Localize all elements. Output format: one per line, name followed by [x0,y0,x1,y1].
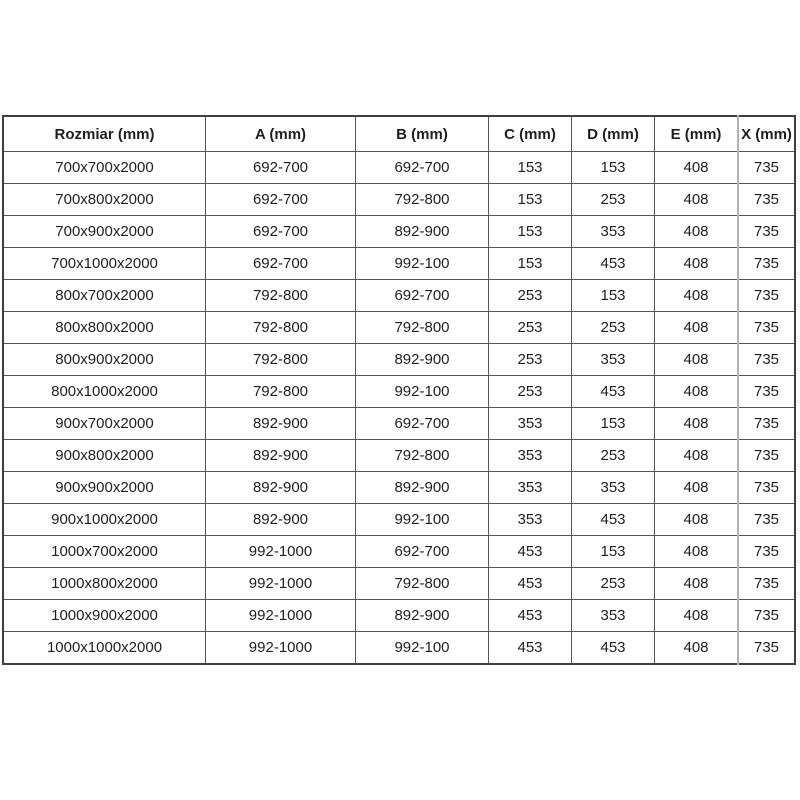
table-cell: 1000x700x2000 [3,536,206,568]
table-cell: 353 [572,344,655,376]
table-cell: 408 [655,344,739,376]
table-cell: 892-900 [206,472,356,504]
table-cell: 453 [572,376,655,408]
table-cell: 253 [489,280,572,312]
table-cell: 735 [738,216,795,248]
column-header: X (mm) [738,116,795,152]
table-row [3,216,795,248]
table-cell: 792-800 [356,312,489,344]
table-cell: 692-700 [206,216,356,248]
table-cell: 153 [489,248,572,280]
table-row [3,504,795,536]
table-row [3,632,795,665]
table-cell: 408 [655,216,739,248]
table-row [3,184,795,216]
table-cell: 1000x800x2000 [3,568,206,600]
table-cell: 792-800 [356,440,489,472]
table-cell: 153 [572,408,655,440]
table-cell: 992-100 [356,248,489,280]
table-cell: 735 [738,184,795,216]
table-cell: 692-700 [356,408,489,440]
table-cell: 153 [489,216,572,248]
table-cell: 792-800 [206,376,356,408]
table-cell: 453 [489,600,572,632]
table-cell: 408 [655,408,739,440]
table-cell: 735 [738,472,795,504]
table-cell: 892-900 [206,440,356,472]
table-row [3,536,795,568]
table-cell: 408 [655,152,739,184]
table-cell: 453 [489,568,572,600]
table-cell: 735 [738,536,795,568]
column-header: E (mm) [655,116,739,152]
size-spec-table [2,115,796,665]
table-cell: 253 [489,344,572,376]
column-header: B (mm) [356,116,489,152]
table-cell: 792-800 [206,344,356,376]
table-row [3,312,795,344]
table-row [3,344,795,376]
table-cell: 353 [572,472,655,504]
table-cell: 153 [489,152,572,184]
table-row [3,376,795,408]
table-cell: 892-900 [356,600,489,632]
table-cell: 692-700 [356,280,489,312]
table-cell: 992-1000 [206,632,356,665]
table-cell: 800x1000x2000 [3,376,206,408]
column-header: A (mm) [206,116,356,152]
table-cell: 900x700x2000 [3,408,206,440]
header-row [3,116,795,152]
table-cell: 153 [572,152,655,184]
table-cell: 735 [738,312,795,344]
table-cell: 353 [489,440,572,472]
table-cell: 700x800x2000 [3,184,206,216]
table-cell: 800x900x2000 [3,344,206,376]
table-cell: 353 [489,472,572,504]
table-cell: 153 [572,280,655,312]
table-cell: 453 [489,536,572,568]
table-row [3,600,795,632]
table-cell: 735 [738,504,795,536]
table-cell: 1000x1000x2000 [3,632,206,665]
table-cell: 792-800 [356,568,489,600]
table-cell: 453 [572,504,655,536]
table-cell: 253 [489,312,572,344]
table-cell: 800x700x2000 [3,280,206,312]
table-cell: 992-1000 [206,600,356,632]
table-cell: 153 [572,536,655,568]
table-cell: 353 [489,408,572,440]
table-body [3,152,795,665]
table-cell: 408 [655,280,739,312]
table-cell: 408 [655,632,739,665]
table-cell: 735 [738,280,795,312]
table-cell: 692-700 [206,184,356,216]
table-cell: 253 [572,568,655,600]
table-cell: 792-800 [206,312,356,344]
table-cell: 153 [489,184,572,216]
table-cell: 892-900 [356,344,489,376]
table-row [3,408,795,440]
table-cell: 892-900 [356,472,489,504]
table-row [3,152,795,184]
table-cell: 408 [655,600,739,632]
column-header: D (mm) [572,116,655,152]
table-cell: 692-700 [206,248,356,280]
table-row [3,568,795,600]
table-row [3,440,795,472]
table-cell: 700x1000x2000 [3,248,206,280]
table-cell: 353 [489,504,572,536]
table-cell: 453 [572,632,655,665]
table-cell: 735 [738,248,795,280]
table-cell: 992-100 [356,632,489,665]
table-cell: 700x900x2000 [3,216,206,248]
table-cell: 1000x900x2000 [3,600,206,632]
table-cell: 735 [738,440,795,472]
table-cell: 792-800 [206,280,356,312]
table-cell: 692-700 [356,536,489,568]
table-cell: 892-900 [356,216,489,248]
table-cell: 735 [738,600,795,632]
table-cell: 453 [489,632,572,665]
table-cell: 735 [738,344,795,376]
table-cell: 453 [572,248,655,280]
table-cell: 408 [655,568,739,600]
table-cell: 408 [655,504,739,536]
table-cell: 408 [655,536,739,568]
table-cell: 735 [738,152,795,184]
table-cell: 408 [655,248,739,280]
table-row [3,472,795,504]
table-cell: 353 [572,600,655,632]
table-cell: 900x800x2000 [3,440,206,472]
table-cell: 253 [489,376,572,408]
table-cell: 353 [572,216,655,248]
table-cell: 892-900 [206,504,356,536]
table-cell: 992-1000 [206,568,356,600]
table-cell: 992-100 [356,504,489,536]
table-cell: 408 [655,440,739,472]
table-cell: 992-100 [356,376,489,408]
table-cell: 253 [572,312,655,344]
table-cell: 800x800x2000 [3,312,206,344]
table-cell: 700x700x2000 [3,152,206,184]
table-cell: 692-700 [206,152,356,184]
table-cell: 792-800 [356,184,489,216]
table-cell: 992-1000 [206,536,356,568]
table-cell: 408 [655,472,739,504]
table-row [3,280,795,312]
table-row [3,248,795,280]
table-cell: 408 [655,376,739,408]
table-cell: 892-900 [206,408,356,440]
table-cell: 253 [572,440,655,472]
table-cell: 253 [572,184,655,216]
table-cell: 735 [738,376,795,408]
table-cell: 900x1000x2000 [3,504,206,536]
table-cell: 692-700 [356,152,489,184]
table-cell: 408 [655,312,739,344]
table-cell: 735 [738,408,795,440]
table-cell: 900x900x2000 [3,472,206,504]
column-header: C (mm) [489,116,572,152]
column-header: Rozmiar (mm) [3,116,206,152]
table-cell: 735 [738,632,795,665]
table-cell: 408 [655,184,739,216]
table-cell: 735 [738,568,795,600]
table-header [3,116,795,152]
